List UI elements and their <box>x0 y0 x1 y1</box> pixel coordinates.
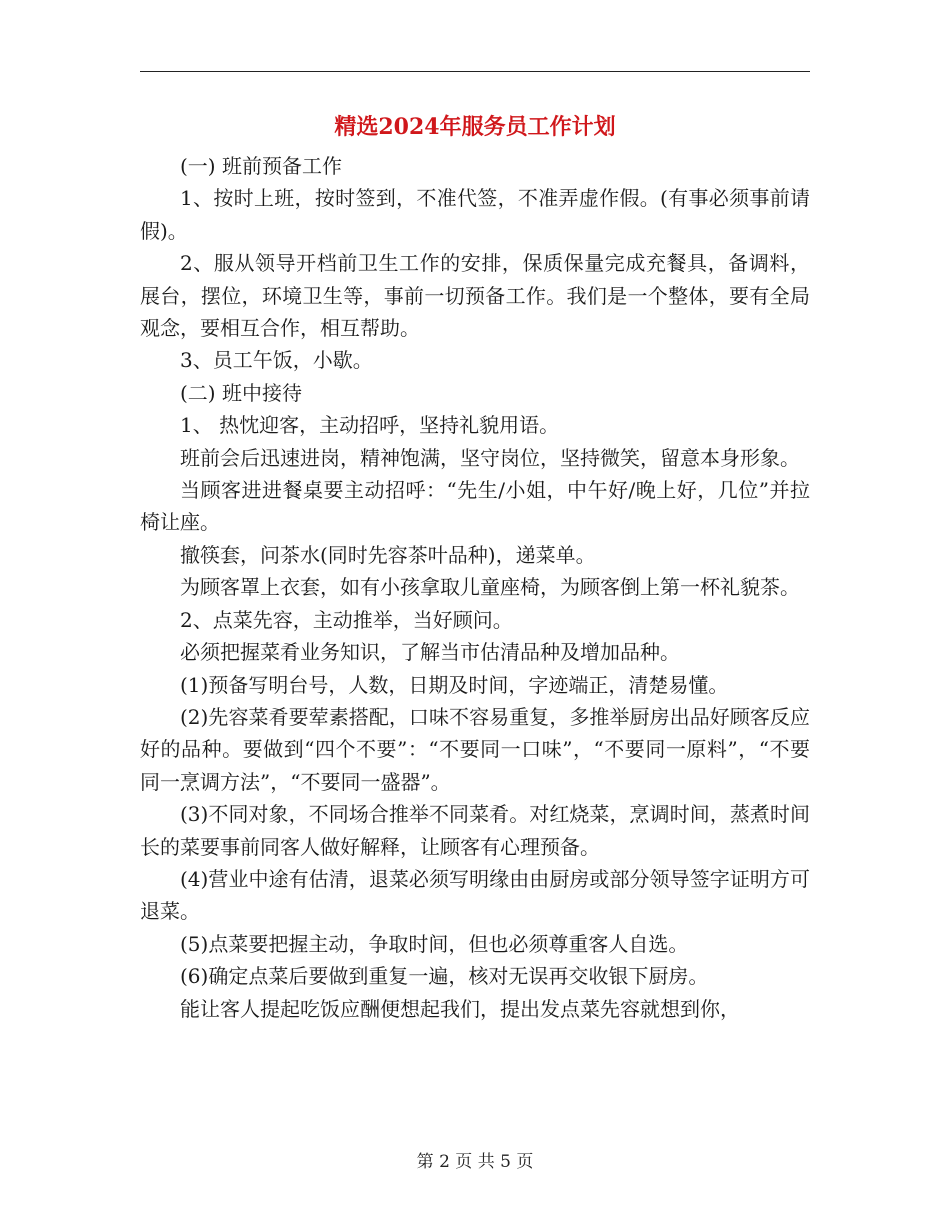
section-heading: (一) 班前预备工作 <box>180 154 342 178</box>
list-item: (5)点菜要把握主动，争取时间，但也必须尊重客人自选。 <box>180 931 689 956</box>
paragraph: 3、员工午饭，小歇。 <box>180 348 373 373</box>
paragraph: 为顾客罩上衣套，如有小孩拿取儿童座椅，为顾客倒上第一杯礼貌茶。 <box>180 575 800 600</box>
page-number: 第 2 页 共 5 页 <box>416 1152 534 1172</box>
paragraph: 1、按时上班，按时签到，不准代签，不准弄虚作假。(有事必须事前请假)。 <box>140 186 810 243</box>
paragraph: 撤筷套，问茶水(同时先容茶叶品种)，递菜单。 <box>180 542 596 567</box>
paragraph: 2、服从领导开档前卫生工作的安排，保质保量完成充餐具，备调料，展台，摆位，环境卫生等，事前一切预备工作。我们是一个整体，要有全局观念，要相互合作，相互帮助。 <box>140 251 810 341</box>
list-item: (2)先容菜肴要荤素搭配，口味不容易重复，多推举厨房出品好顾客反应好的品种。要做到“四个不要”：“不要同一口味”，“不要同一原料”，“不要同一烹调方法”，“不要同一盛器”。 <box>140 704 810 794</box>
list-item: (1)预备写明台号，人数，日期及时间，字迹端正，清楚易懂。 <box>180 672 729 697</box>
document-body <box>140 150 810 1025</box>
paragraph: 能让客人提起吃饭应酬便想起我们，提出发点菜先容就想到你， <box>180 996 740 1021</box>
header-rule <box>140 71 810 72</box>
paragraph: 必须把握菜肴业务知识，了解当市估清品种及增加品种。 <box>180 640 680 665</box>
paragraph: 2、点菜先容，主动推举，当好顾问。 <box>180 607 513 632</box>
paragraph: 班前会后迅速进岗，精神饱满，坚守岗位，坚持微笑，留意本身形象。 <box>180 445 800 470</box>
document-title: 精选2024年服务员工作计划 <box>334 114 616 140</box>
list-item: (4)营业中途有估清，退菜必须写明缘由由厨房或部分领导签字证明方可退菜。 <box>140 866 810 924</box>
paragraph: 当顾客进进餐桌要主动招呼：“先生/小姐，中午好/晚上好，几位”并拉椅让座。 <box>140 478 810 535</box>
paragraph: 1、 热忱迎客，主动招呼，坚持礼貌用语。 <box>180 413 560 438</box>
section-heading: (二) 班中接待 <box>180 380 302 405</box>
list-item: (3)不同对象，不同场合推举不同菜肴。对红烧菜，烹调时间，蒸煮时间长的菜要事前同客人做好解释，让顾客有心理预备。 <box>140 802 810 859</box>
list-item: (6)确定点菜后要做到重复一遍，核对无误再交收银下厨房。 <box>180 964 709 989</box>
